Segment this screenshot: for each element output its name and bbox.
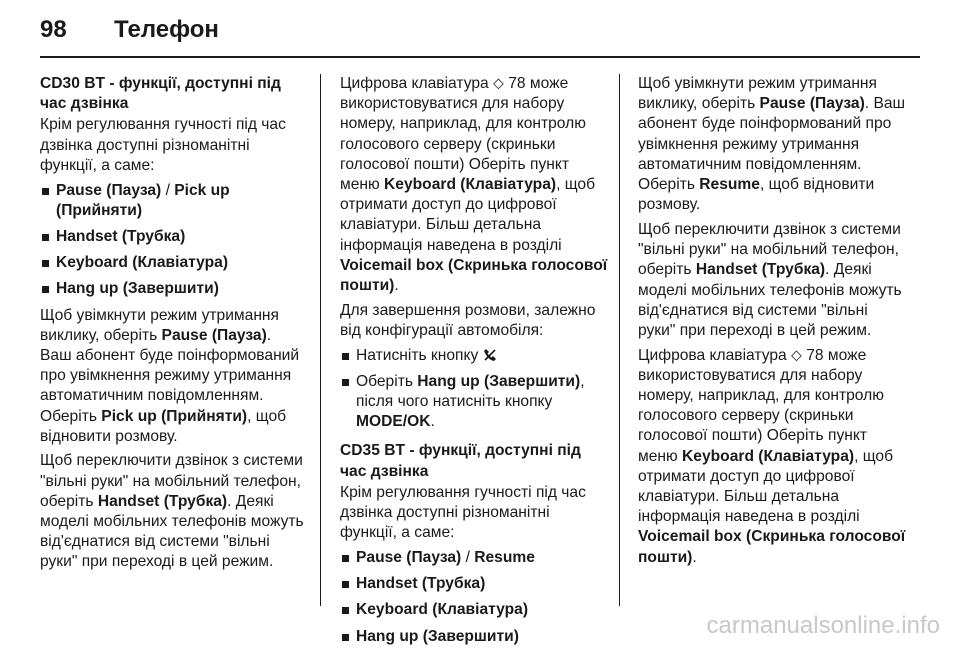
- menu-label: Pause (Пауза): [56, 181, 162, 199]
- menu-label: Pick up (Прийняти): [56, 181, 230, 219]
- column-1: [40, 74, 306, 577]
- reference-arrow-icon: ⬦: [493, 75, 504, 92]
- list-item: [40, 279, 306, 299]
- bullet-icon: [42, 286, 49, 293]
- list-item: [340, 574, 608, 594]
- section-heading-cd30: CD30 BT - функції, доступні під час дзвінка: [40, 75, 281, 113]
- column-divider-2: [619, 74, 620, 606]
- phone-hangup-icon: [483, 348, 497, 362]
- section-heading-cd35: CD35 BT - функції, доступні під час дзвінка: [340, 442, 581, 480]
- paragraph-keypad: Цифрова клавіатура ⬦ 78 може використовуватися для набору номеру, наприклад, для контролю голосового серверу (скриньки голосової пошти) Оберіть пункт меню Keyboard (Клавіатура), щоб отримати доступ до цифрової клавіатури. Більш детальна інформація наведена в розділі Voicemail box (Скринька голосової пошти).: [638, 346, 906, 566]
- bullet-icon: [42, 188, 49, 195]
- reference-arrow-icon: ⬦: [791, 346, 802, 364]
- intro-paragraph: Крім регулювання гучності під час дзвінка доступні різноманітні функції, а саме:: [40, 116, 286, 174]
- end-call-list: [340, 346, 608, 433]
- bullet-icon: [342, 634, 349, 641]
- function-list: [40, 181, 306, 300]
- menu-label: Pause (Пауза): [356, 548, 462, 566]
- list-item: [40, 253, 306, 273]
- menu-label: Handset (Трубка): [356, 575, 486, 593]
- column-3: [638, 74, 906, 572]
- intro-paragraph: Крім регулювання гучності під час дзвінка доступні різноманітні функції, а саме:: [340, 483, 586, 542]
- bullet-icon: [342, 607, 349, 614]
- column-2: [340, 74, 608, 653]
- bullet-icon: [342, 581, 349, 588]
- list-item: [340, 600, 608, 620]
- bullet-icon: [342, 353, 349, 360]
- header-divider: [40, 56, 920, 58]
- menu-label: Resume: [474, 548, 535, 566]
- page-number: 98: [40, 16, 67, 43]
- list-item: Pause (Пауза) / Resume: [340, 548, 608, 568]
- paragraph-end-call: Для завершення розмови, залежно від конфігурації автомобіля:: [340, 301, 596, 339]
- bullet-icon: [42, 234, 49, 241]
- function-list: [340, 548, 608, 647]
- bullet-icon: [42, 260, 49, 267]
- menu-label: Keyboard (Клавіатура): [56, 254, 229, 272]
- watermark: carmanualsonline.info: [706, 612, 940, 639]
- menu-label: Hang up (Завершити): [56, 280, 219, 298]
- bullet-icon: [342, 555, 349, 562]
- list-item: [340, 627, 608, 647]
- paragraph-handset: Щоб переключити дзвінок з системи "вільні руки" на мобільний телефон, оберіть Handset (Трубка). Деякі моделі мобільних телефонів можуть від'єднатися від системи "вільні руки" при переході в цей режим.: [638, 220, 902, 339]
- paragraph-handset: Щоб переключити дзвінок з системи "вільні руки" на мобільний телефон, оберіть Handset (Трубка). Деякі моделі мобільних телефонів можуть від'єднатися від системи "вільні руки" при переході в цей режим.: [40, 452, 304, 571]
- list-item: Оберіть Hang up (Завершити), після чого натисніть кнопку MODE/OK.: [340, 372, 608, 433]
- bullet-icon: [342, 379, 349, 386]
- list-item: [40, 227, 306, 247]
- menu-label: Hang up (Завершити): [356, 627, 519, 645]
- page-title: Телефон: [114, 16, 219, 43]
- paragraph-hold: Щоб увімкнути режим утримання виклику, оберіть Pause (Пауза). Ваш абонент буде поінформований про увімкнення режиму утримання автоматичним повідомленням. Оберіть Resume, щоб відновити розмову.: [638, 75, 906, 214]
- menu-label: Keyboard (Клавіатура): [356, 601, 529, 619]
- column-divider-1: [320, 74, 321, 606]
- list-item: Натисніть кнопку: [340, 346, 608, 366]
- paragraph-keypad: Цифрова клавіатура ⬦ 78 може використовуватися для набору номеру, наприклад, для контролю голосового серверу (скриньки голосової пошти) Оберіть пункт меню Keyboard (Клавіатура), щоб отримати доступ до цифрової клавіатури. Більш детальна інформація наведена в розділі Voicemail box (Скринька голосової пошти).: [340, 75, 608, 295]
- menu-label: Handset (Трубка): [56, 227, 186, 245]
- list-item: Pause (Пауза) / Pick up (Прийняти): [40, 181, 306, 221]
- paragraph-hold: Щоб увімкнути режим утримання виклику, оберіть Pause (Пауза). Ваш абонент буде поінформований про увімкнення режиму утримання автоматичним повідомленням. Оберіть Pick up (Прийняти), щоб відновити розмову.: [40, 306, 300, 445]
